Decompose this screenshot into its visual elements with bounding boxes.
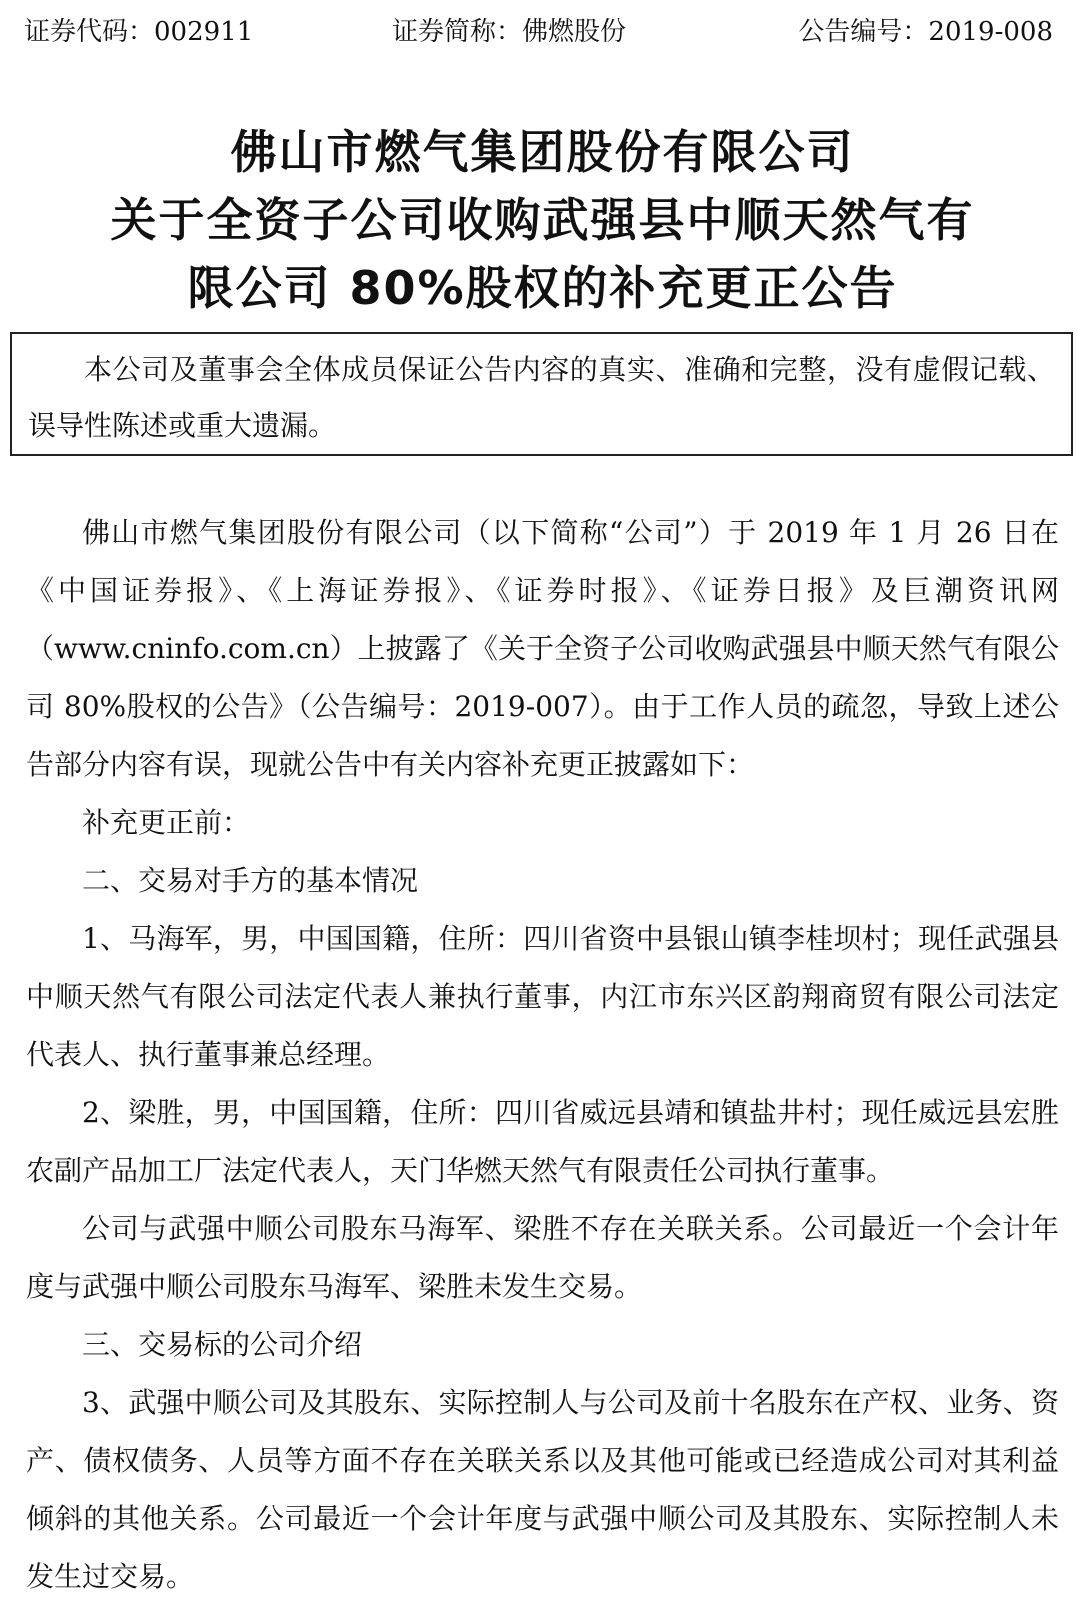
announcement-number: 公告编号：2019-008	[798, 17, 1053, 47]
before-correction-label: 补充更正前：	[82, 806, 251, 839]
notice-text: 本公司及董事会全体成员保证公告内容的真实、准确和完整，没有虚假记载、误导性陈述或重大遗漏。	[28, 353, 1055, 442]
stock-abbreviation: 证券简称：佛燃股份	[392, 17, 627, 47]
document-body	[26, 504, 1059, 1606]
title-line-3: 限公司 80%股权的补充更正公告	[187, 261, 898, 315]
section-heading-counterparty: 二、交易对手方的基本情况	[82, 864, 419, 897]
document-header	[24, 14, 1053, 50]
intro-paragraph: 佛山市燃气集团股份有限公司（以下简称“公司”）于 2019 年 1 月 26 日在《中国证券报》、《上海证券报》、《证券时报》、《证券日报》及巨潮资讯网（www.cninfo.com.cn）上披露了《关于全资子公司收购武强县中顺天然气有限公司 80%股权的公告》（公告编号：2019-007）。由于工作人员的疏忽，导致上述公告部分内容有误，现就公告中有关内容补充更正披露如下：	[26, 516, 1059, 781]
target-company-item-3: 3、武强中顺公司及其股东、实际控制人与公司及前十名股东在产权、业务、资产、债权债务、人员等方面不存在关联关系以及其他可能或已经造成公司对其利益倾斜的其他关系。公司最近一个会计年度与武强中顺公司及其股东、实际控制人未发生过交易。	[26, 1386, 1059, 1593]
document-title	[0, 118, 1085, 322]
relationship-paragraph: 公司与武强中顺公司股东马海军、梁胜不存在关联关系。公司最近一个会计年度与武强中顺公司股东马海军、梁胜未发生交易。	[26, 1212, 1059, 1303]
board-guarantee-notice	[10, 332, 1073, 456]
counterparty-item-1: 1、马海军，男，中国国籍，住所：四川省资中县银山镇李桂坝村；现任武强县中顺天然气有限公司法定代表人兼执行董事，内江市东兴区韵翔商贸有限公司法定代表人、执行董事兼总经理。	[26, 922, 1059, 1071]
counterparty-item-2: 2、梁胜，男，中国国籍，住所：四川省威远县靖和镇盐井村；现任威远县宏胜农副产品加工厂法定代表人，天门华燃天然气有限责任公司执行董事。	[26, 1096, 1059, 1187]
title-line-1: 佛山市燃气集团股份有限公司	[230, 125, 855, 179]
section-heading-target-company: 三、交易标的公司介绍	[82, 1328, 363, 1361]
stock-code: 证券代码：002911	[24, 17, 254, 47]
title-line-2: 关于全资子公司收购武强县中顺天然气有	[110, 193, 975, 247]
